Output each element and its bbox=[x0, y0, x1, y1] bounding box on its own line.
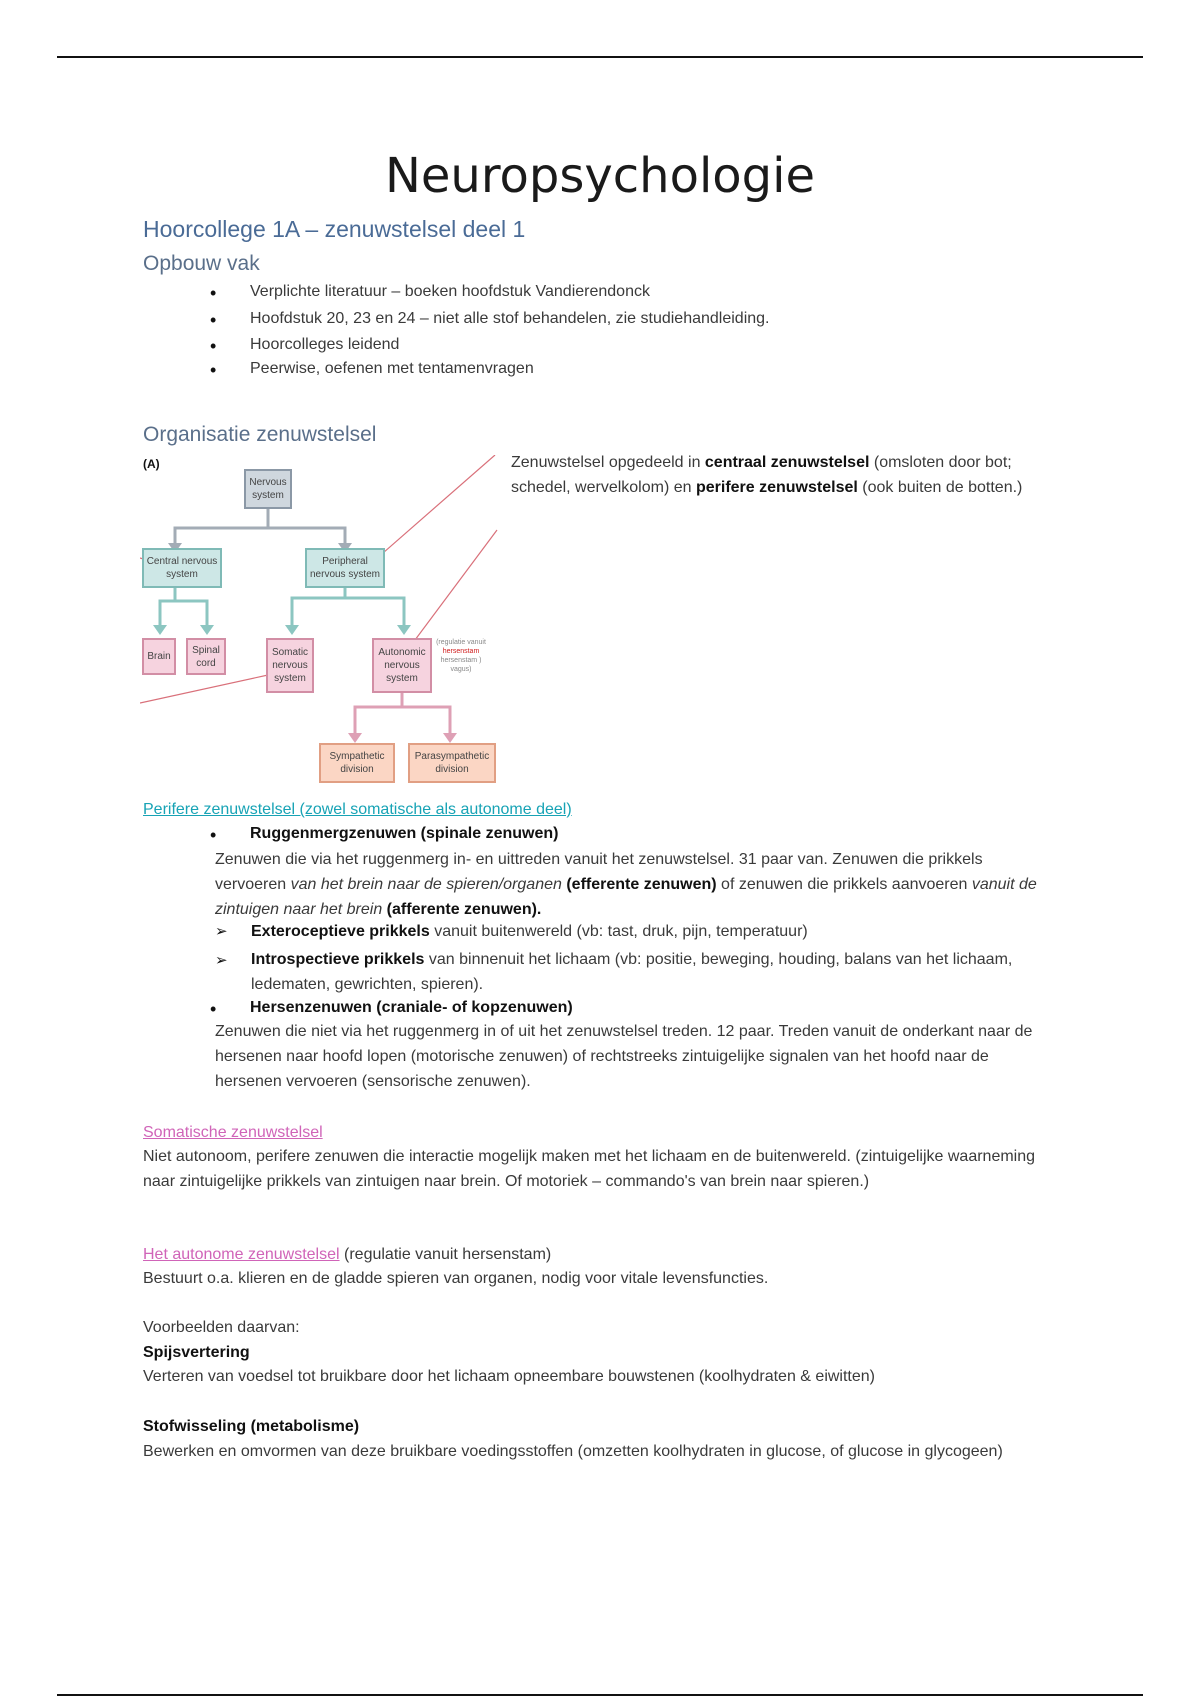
somatisch-paragraph: Niet autonoom, perifere zenuwen die interactie mogelijk maken met het lichaam en de buitenwereld. (zintuigelijke waarneming naar zintuigelijke prikkels van zintuigen naar brein. Of motoriek – commando's van brein naar spieren.) bbox=[143, 1148, 1036, 1190]
organisatie-heading: Organisatie zenuwstelsel bbox=[143, 423, 377, 446]
box-sympathetic-division: Sympathetic division bbox=[319, 743, 395, 783]
example-title: Stofwisseling (metabolisme) bbox=[143, 1418, 360, 1435]
somatisch-heading: Somatische zenuwstelsel bbox=[143, 1124, 323, 1141]
bottom-rule bbox=[57, 1694, 1143, 1696]
list-item: ➢ Exteroceptieve prikkels vanuit buitenwereld (vb: tast, druk, pijn, temperatuur) bbox=[215, 923, 808, 940]
list-item: • Hersenzenuwen (craniale- of kopzenuwen) bbox=[210, 999, 573, 1019]
example-text: Verteren van voedsel tot bruikbare door het lichaam opneembare bouwstenen (koolhydraten & eiwitten) bbox=[143, 1368, 875, 1385]
page-title: Neuropsychologie bbox=[384, 148, 815, 204]
nervous-system-diagram bbox=[140, 455, 510, 785]
opbouw-heading: Opbouw vak bbox=[143, 252, 260, 275]
box-brain: Brain bbox=[142, 638, 176, 675]
box-somatic-nervous-system: Somatic nervous system bbox=[266, 638, 314, 693]
box-central-nervous-system: Central nervous system bbox=[142, 548, 222, 588]
list-item: • Verplichte literatuur – boeken hoofdstuk Vandierendonck bbox=[210, 283, 650, 303]
examples-label: Voorbeelden daarvan: bbox=[143, 1319, 300, 1336]
diagram-handwritten-note: (regulatie vanuit hersenstam hersenstam ) vagus) bbox=[436, 639, 486, 673]
organisatie-intro: Zenuwstelsel opgedeeld in centraal zenuwstelsel (omsloten door bot; schedel, wervelkolom) en perifere zenuwstelsel (ook buiten de botten.) bbox=[511, 454, 1023, 496]
perifere-heading: Perifere zenuwstelsel (zowel somatische als autonome deel) bbox=[143, 801, 572, 818]
list-item: • Hoofdstuk 20, 23 en 24 – niet alle stof behandelen, zie studiehandleiding. bbox=[210, 310, 770, 330]
example-title: Spijsvertering bbox=[143, 1344, 250, 1361]
example-text: Bewerken en omvormen van deze bruikbare voedingsstoffen (omzetten koolhydraten in glucose, of glucose in glycogeen) bbox=[143, 1443, 1003, 1460]
diagram-panel-label: (A) bbox=[143, 457, 160, 471]
list-item: • Ruggenmergzenuwen (spinale zenuwen) bbox=[210, 825, 559, 845]
list-item: ➢ Introspectieve prikkels van binnenuit het lichaam (vb: positie, beweging, houding, balans van het lichaam, ledematen, gewrichten, spieren). bbox=[215, 951, 1013, 993]
list-item: • Peerwise, oefenen met tentamenvragen bbox=[210, 360, 534, 380]
box-peripheral-nervous-system: Peripheral nervous system bbox=[305, 548, 385, 588]
lecture-heading: Hoorcollege 1A – zenuwstelsel deel 1 bbox=[143, 216, 526, 242]
hersenzenuwen-paragraph: Zenuwen die niet via het ruggenmerg in of uit het zenuwstelsel treden. 12 paar. Treden vanuit de onderkant naar de hersenen naar hoofd lopen (motorische zenuwen) of rechtstreeks zintuigelijke signalen van het hoofd naar de hersenen vervoeren (sensorische zenuwen). bbox=[215, 1023, 1033, 1090]
autonoom-heading: Het autonome zenuwstelsel (regulatie vanuit hersenstam) bbox=[143, 1246, 552, 1263]
box-autonomic-nervous-system: Autonomic nervous system bbox=[372, 638, 432, 693]
top-rule bbox=[57, 56, 1143, 58]
ruggenmerg-paragraph: Zenuwen die via het ruggenmerg in- en uittreden vanuit het zenuwstelsel. 31 paar van. Zenuwen die prikkels vervoeren van het brein naar de spieren/organen (efferente zenuwen) of zenuwen die prikkels aanvoeren vanuit de zintuigen naar het brein (afferente zenuwen). bbox=[215, 851, 1037, 918]
autonoom-paragraph: Bestuurt o.a. klieren en de gladde spieren van organen, nodig voor vitale levensfuncties. bbox=[143, 1270, 769, 1287]
list-item: • Hoorcolleges leidend bbox=[210, 336, 400, 356]
diagram-connectors bbox=[140, 455, 510, 785]
box-spinal-cord: Spinal cord bbox=[186, 638, 226, 675]
box-nervous-system: Nervous system bbox=[244, 469, 292, 509]
box-parasympathetic-division: Parasympathetic division bbox=[408, 743, 496, 783]
